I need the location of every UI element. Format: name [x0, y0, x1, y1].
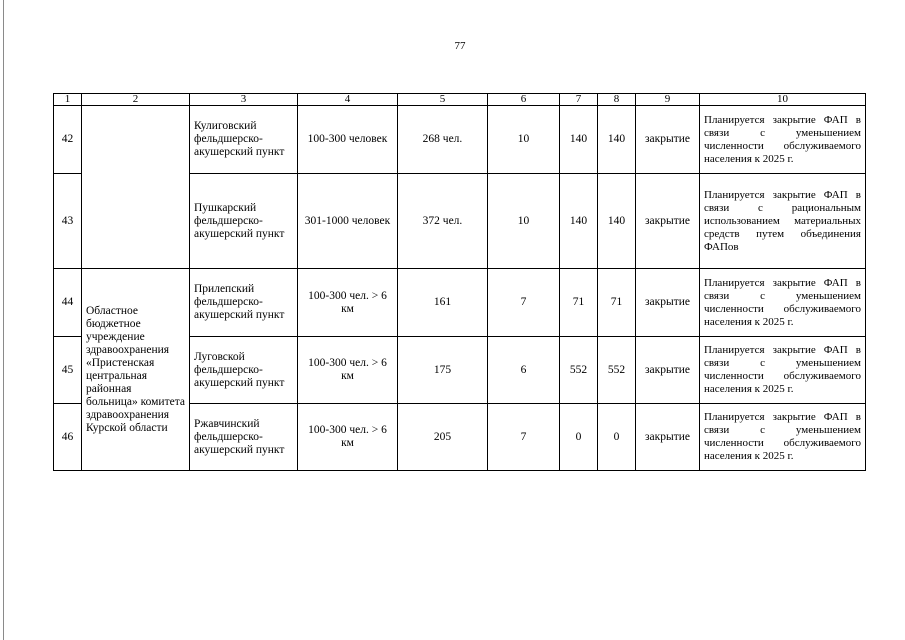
col8-value: 0: [598, 404, 636, 471]
population: 372 чел.: [398, 174, 488, 269]
row-number: 45: [54, 337, 82, 404]
facilities-table: [53, 93, 866, 471]
col6-value: 7: [488, 269, 560, 337]
population-range: 100-300 чел. > 6 км: [298, 337, 398, 404]
organization-name: Областное бюджетное учреждение здравоохранения «Пристенская центральная районная больница» комитета здравоохранения Курской области: [82, 269, 190, 471]
population: 175: [398, 337, 488, 404]
header-cell: 6: [488, 94, 560, 106]
facility-name: Пушкарский фельдшерско-акушерский пункт: [190, 174, 298, 269]
org-cell-empty: [82, 106, 190, 269]
note: Планируется закрытие ФАП в связи с уменьшением численности обслуживаемого населения к 2025 г.: [700, 404, 866, 471]
header-cell: 8: [598, 94, 636, 106]
population-range: 301-1000 человек: [298, 174, 398, 269]
col7-value: 140: [560, 174, 598, 269]
population-range: 100-300 человек: [298, 106, 398, 174]
population: 161: [398, 269, 488, 337]
col8-value: 71: [598, 269, 636, 337]
row-number: 44: [54, 269, 82, 337]
header-cell: 10: [700, 94, 866, 106]
header-cell: 5: [398, 94, 488, 106]
col8-value: 552: [598, 337, 636, 404]
row-number: 46: [54, 404, 82, 471]
population: 268 чел.: [398, 106, 488, 174]
action: закрытие: [636, 404, 700, 471]
population-range: 100-300 чел. > 6 км: [298, 404, 398, 471]
facility-name: Луговской фельдшерско-акушерский пункт: [190, 337, 298, 404]
page-edge: [3, 0, 4, 640]
population-range: 100-300 чел. > 6 км: [298, 269, 398, 337]
col6-value: 10: [488, 106, 560, 174]
header-cell: 4: [298, 94, 398, 106]
col6-value: 7: [488, 404, 560, 471]
row-number: 43: [54, 174, 82, 269]
col7-value: 0: [560, 404, 598, 471]
note: Планируется закрытие ФАП в связи с уменьшением численности обслуживаемого населения к 2025 г.: [700, 269, 866, 337]
col8-value: 140: [598, 174, 636, 269]
population: 205: [398, 404, 488, 471]
table-header-row: [54, 94, 866, 106]
header-cell: 3: [190, 94, 298, 106]
facility-name: Прилепский фельдшерско-акушерский пункт: [190, 269, 298, 337]
header-cell: 2: [82, 94, 190, 106]
header-cell: 1: [54, 94, 82, 106]
col6-value: 6: [488, 337, 560, 404]
row-number: 42: [54, 106, 82, 174]
facility-name: Кулиговский фельдшерско-акушерский пункт: [190, 106, 298, 174]
action: закрытие: [636, 106, 700, 174]
note: Планируется закрытие ФАП в связи с рациональным использованием материальных средств путем объединения ФАПов: [700, 174, 866, 269]
header-cell: 7: [560, 94, 598, 106]
note: Планируется закрытие ФАП в связи с уменьшением численности обслуживаемого населения к 2025 г.: [700, 106, 866, 174]
page-number: 77: [454, 40, 466, 52]
col8-value: 140: [598, 106, 636, 174]
action: закрытие: [636, 337, 700, 404]
action: закрытие: [636, 269, 700, 337]
col7-value: 552: [560, 337, 598, 404]
col7-value: 71: [560, 269, 598, 337]
header-cell: 9: [636, 94, 700, 106]
note: Планируется закрытие ФАП в связи с уменьшением численности обслуживаемого населения к 2025 г.: [700, 337, 866, 404]
table-row: [54, 106, 866, 174]
facility-name: Ржавчинский фельдшерско-акушерский пункт: [190, 404, 298, 471]
col6-value: 10: [488, 174, 560, 269]
table-row: [54, 269, 866, 337]
col7-value: 140: [560, 106, 598, 174]
action: закрытие: [636, 174, 700, 269]
